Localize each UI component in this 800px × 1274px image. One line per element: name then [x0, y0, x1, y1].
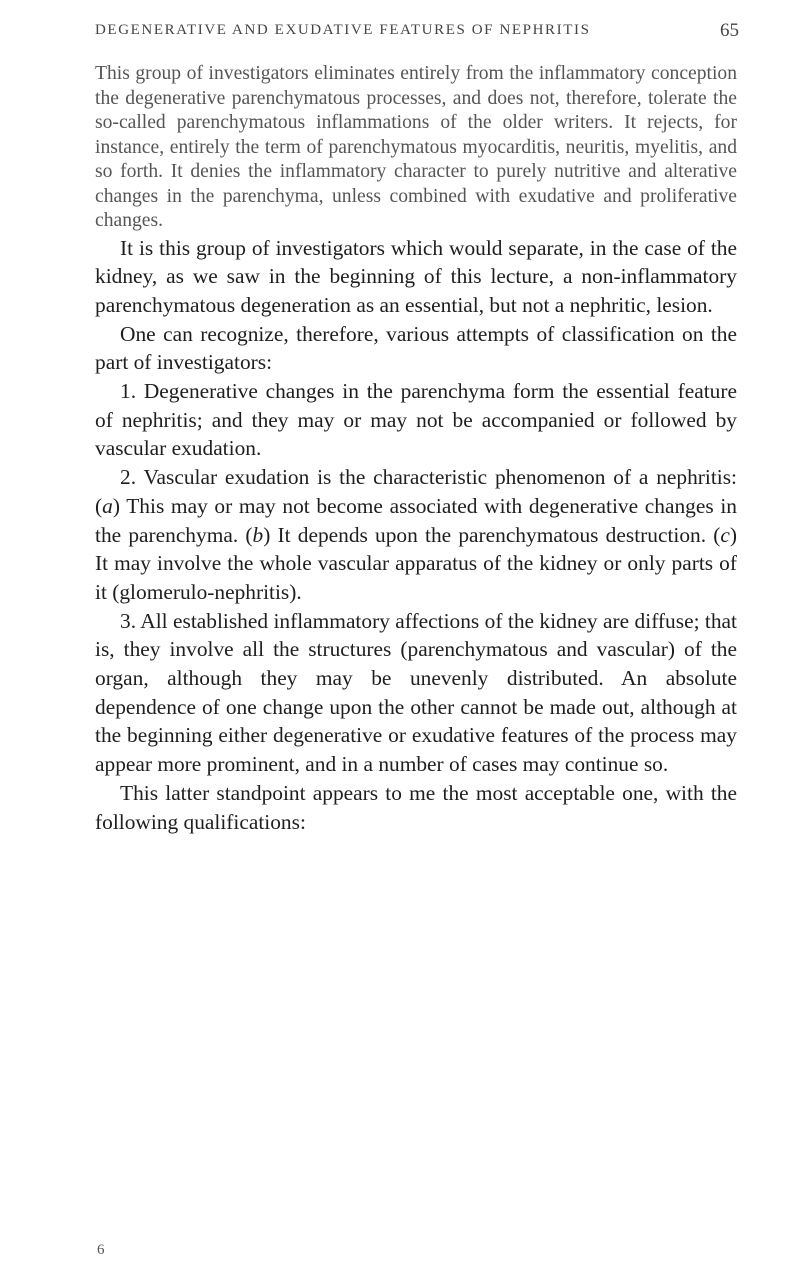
- paragraph-group-of-investigators: This group of investigators eliminates entirely from the inflammatory conception the degenerative parenchymatous processes, and does not, therefore, tolerate the so-called parenchymatous inflammations of the older writers. It rejects, for instance, entirely the term of parenchymatous myocarditis, neuritis, myelitis, and so forth. It denies the inflammatory character to purely nutritive and alterative changes in the parenchyma, unless combined with exudative and proliferative changes.: [95, 63, 737, 231]
- page-number: 65: [720, 20, 739, 41]
- list-item-1: 1. Degenerative changes in the parenchyma form the essential feature of nephritis; and they may or may not be accompanied or followed by vascular exudation.: [95, 379, 737, 461]
- signature-mark: 6: [97, 1242, 105, 1258]
- list-marker-c: c: [720, 522, 730, 547]
- paragraph-separate-kidney: It is this group of investigators which would separate, in the case of the kidney, as we saw in the beginning of this lecture, a non-inflammatory parenchymatous degeneration as an essential, but not a nephritic, lesion.: [95, 235, 737, 317]
- paragraph-classification-intro: One can recognize, therefore, various attempts of classification on the part of investigators:: [95, 321, 737, 375]
- running-head: [95, 22, 737, 39]
- list-item-2-intro: 2. Vascular exudation is the characteristic phenomenon of a nephritis: (: [95, 465, 737, 518]
- running-title: DEGENERATIVE AND EXUDATIVE FEATURES OF NEPHRITIS: [95, 22, 591, 38]
- paragraph-standpoint: This latter standpoint appears to me the most acceptable one, with the following qualifications:: [95, 780, 737, 834]
- list-item-2: [95, 463, 737, 607]
- body-text: [95, 62, 737, 836]
- list-marker-a: a: [102, 493, 113, 518]
- list-item-2-c: ) It may involve the whole vascular apparatus of the kidney or only parts of it (glomerulo-nephritis).: [95, 522, 737, 604]
- list-item-3: 3. All established inflammatory affections of the kidney are diffuse; that is, they involve all the structures (parenchymatous and vascular) of the organ, although they may be unevenly distributed. An absolute dependence of one change upon the other cannot be made out, although at the beginning either degenerative or exudative features of the process may appear more prominent, and in a number of cases may continue so.: [95, 608, 737, 777]
- list-item-2-b: ) It depends upon the parenchymatous destruction. (: [263, 522, 721, 547]
- list-item-2-a: ) This may or may not become associated with degenerative changes in the parenchyma. (: [95, 493, 737, 547]
- list-marker-b: b: [252, 522, 264, 547]
